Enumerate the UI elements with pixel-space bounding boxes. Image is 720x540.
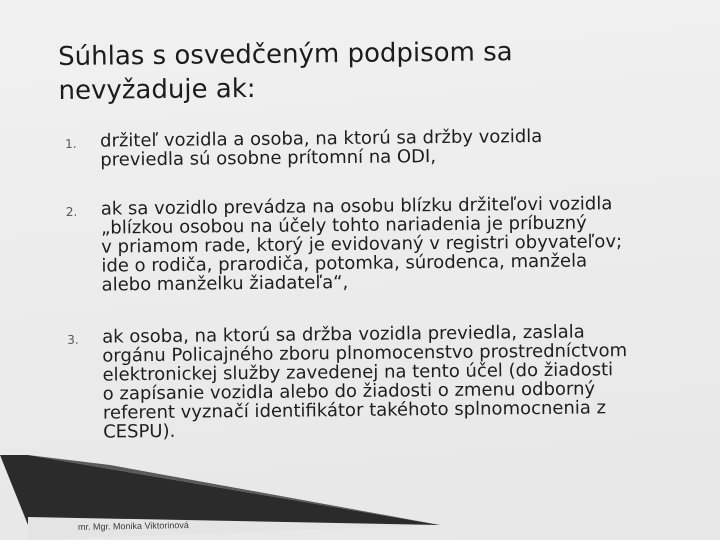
list-item-number: 3. <box>67 332 79 347</box>
slide-title <box>58 34 659 108</box>
slide-title-line-2: nevyžaduje ak: <box>58 73 256 106</box>
list-item-line: alebo manželku žiadateľa“, <box>101 271 349 296</box>
list-item-line: v priamom rade, ktorý je evidovaný v registri obyvateľov; <box>101 231 623 258</box>
author-credit: mr. Mgr. Monika Viktorinová <box>77 520 189 532</box>
list-item-line: ak osoba, na ktorú sa držba vozidla previedla, zaslala <box>102 321 585 348</box>
list-item-number: 1. <box>65 136 77 151</box>
slide-title-line-1: Súhlas s osvedčeným podpisom sa <box>58 37 513 72</box>
list-item-number: 2. <box>65 204 78 219</box>
list-item-line: držiteľ vozidla a osoba, na ktorú sa držby vozidla <box>99 125 543 152</box>
list-item <box>60 125 700 170</box>
list-item-line: ide o rodiča, prarodiča, potomka, súrodenca, manžela <box>101 250 588 277</box>
list-item-line: elektronickej služby zavedenej na tento účel (do žiadosti <box>102 359 614 386</box>
list-item <box>61 193 702 295</box>
list-item-line: referent vyznačí identifikátor takéhoto splnomocnenia z <box>102 397 607 424</box>
list-item <box>62 321 703 442</box>
condition-list <box>60 125 703 442</box>
list-item-line: previedla sú osobne prítomní na ODI, <box>100 146 437 171</box>
list-item-line: „blízkou osobou na účely tohto nariadenia je príbuzný <box>100 212 587 239</box>
list-item-line: o zapísanie vozidla alebo do žiadosti o zmenu odborný <box>102 378 596 405</box>
list-item-line: orgánu Policajného zboru plnomocenstvo prostredníctvom <box>102 340 628 367</box>
list-item-line: ak sa vozidlo prevádza na osobu blízku držiteľovi vozidla <box>100 193 613 220</box>
footer-dark-wedge <box>0 455 440 525</box>
list-item-line: CESPU). <box>103 420 176 443</box>
